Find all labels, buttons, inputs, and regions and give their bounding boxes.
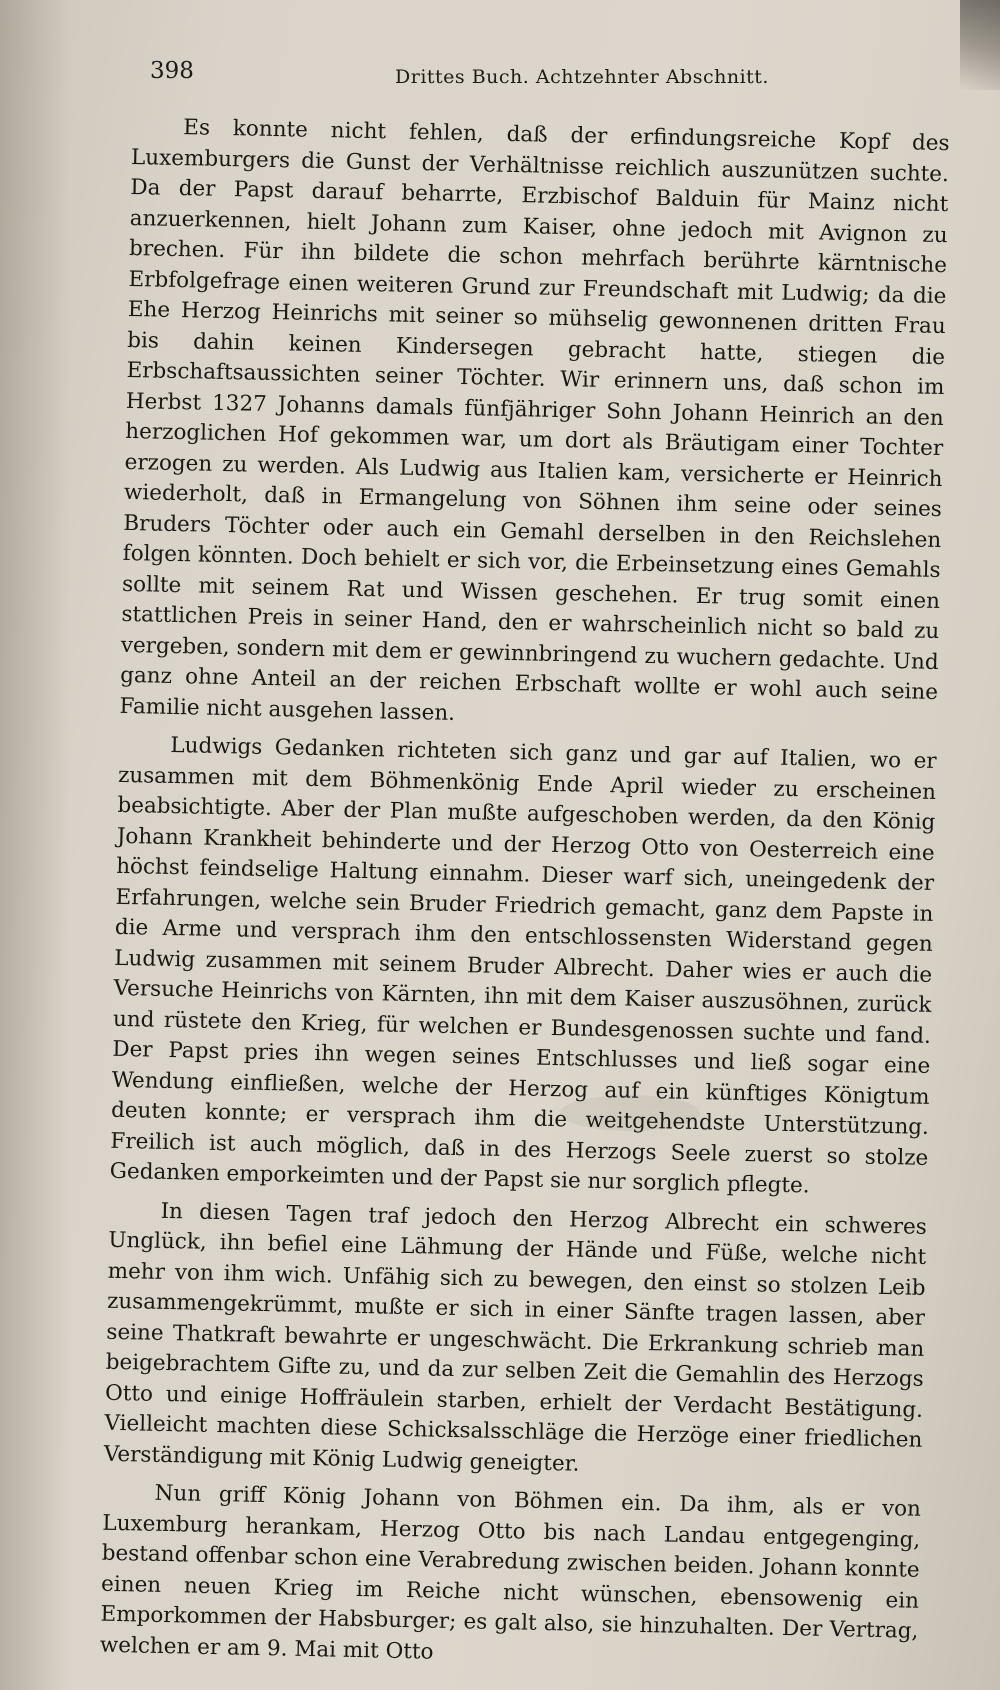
page-header: [150, 58, 769, 98]
paragraph: Es konnte nicht fehlen, daß der erfindungsreiche Kopf des Luxemburgers die Gunst der Verhältnisse reichlich auszunützen suchte. Da der Papst darauf beharrte, Erzbischof Balduin für Mainz nicht anzuerkennen, hielt Johann zum Kaiser, ohne jedoch mit Avignon zu brechen. Für ihn bildete die schon mehrfach berührte kärntnische Erbfolgefrage einen weiteren Grund zur Freundschaft mit Ludwig; da die Ehe Herzog Heinrichs mit seiner so mühselig gewonnenen dritten Frau bis dahin keinen Kindersegen gebracht hatte, stiegen die Erbschaftsaussichten seiner Töchter. Wir erinnern uns, daß schon im Herbst 1327 Johanns damals fünfjähriger Sohn Johann Heinrich an den herzoglichen Hof gekommen war, um dort als Bräutigam einer Tochter erzogen zu werden. Als Ludwig aus Italien kam, versicherte er Heinrich wiederholt, daß in Ermangelung von Söhnen ihm seine oder seines Bruders Töchter oder auch ein Gemahl derselben in den Reichslehen folgen könnten. Doch behielt er sich vor, die Erbeinsetzung eines Gemahls sollte mit seinem Rat und Wissen geschehen. Er trug somit einen stattlichen Preis in seiner Hand, den er wahrscheinlich nicht so bald zu vergeben, sondern mit dem er gewinnbringend zu wuchern gedachte. Und ganz ohne Anteil an der reichen Erbschaft wollte er wohl auch seine Familie nicht ausgehen lassen.: [119, 115, 950, 726]
running-head: Drittes Buch. Achtzehnter Abschnitt.: [395, 66, 769, 88]
paragraph: In diesen Tagen traf jedoch den Herzog Albrecht ein schweres Unglück, ihn befiel eine Lähmung der Hände und Füße, welche nicht mehr von ihm wich. Unfähig sich zu bewegen, den einst so stolzen Leib zusammengekrümmt, mußte er sich in einer Sänfte tragen lassen, aber seine Thatkraft bewahrte er ungeschwächt. Die Erkrankung schrieb man beigebrachtem Gifte zu, und da zur selben Zeit die Gemahlin des Herzogs Otto und einige Hoffräulein starben, erhielt der Verdacht Bestätigung. Vielleicht machten diese Schicksalsschläge die Herzöge einer friedlichen Verständigung mit König Ludwig geneigter.: [103, 1198, 928, 1477]
paragraph: Ludwigs Gedanken richteten sich ganz und gar auf Italien, wo er zusammen mit dem Böhmenkönig Ende April wieder zu erscheinen beabsichtigte. Aber der Plan mußte aufgeschoben werden, da den König Johann Krankheit behinderte und der Herzog Otto von Oesterreich eine höchst feindselige Haltung einnahm. Dieser warf sich, uneingedenk der Erfahrungen, welche sein Bruder Friedrich gemacht, ganz dem Papste in die Arme und versprach ihm den entschlossensten Widerstand gegen Ludwig zusammen mit seinem Bruder Albrecht. Daher wies er auch die Versuche Heinrichs von Kärnten, ihn mit dem Kaiser auszusöhnen, zurück und rüstete den Krieg, für welchen er Bundesgenossen suchte und fand. Der Papst pries ihn wegen seines Entschlusses und ließ sogar eine Wendung einfließen, welche der Herzog auf ein künftiges Königtum deuten konnte; er versprach ihm die weitgehendste Unterstützung. Freilich ist auch möglich, daß in des Herzogs Seele zuerst so stolze Gedanken emporkeimten und der Papst sie nur sorglich pflegte.: [109, 732, 937, 1199]
paragraph: Nun griff König Johann von Böhmen ein. Da ihm, als er von Luxemburg herankam, Herzog Otto bis nach Landau entgegenging, bestand offenbar schon eine Verabredung zwischen beiden. Johann konnte einen neuen Krieg im Reiche nicht wünschen, ebensowenig ein Emporkommen der Habsburger; es galt also, sie hinzuhalten. Der Vertrag, welchen er am 9. Mai mit Otto: [99, 1480, 922, 1665]
body-text: [100, 112, 950, 1678]
page-corner-shadow: [960, 0, 1000, 90]
page-number: 398: [150, 58, 194, 84]
